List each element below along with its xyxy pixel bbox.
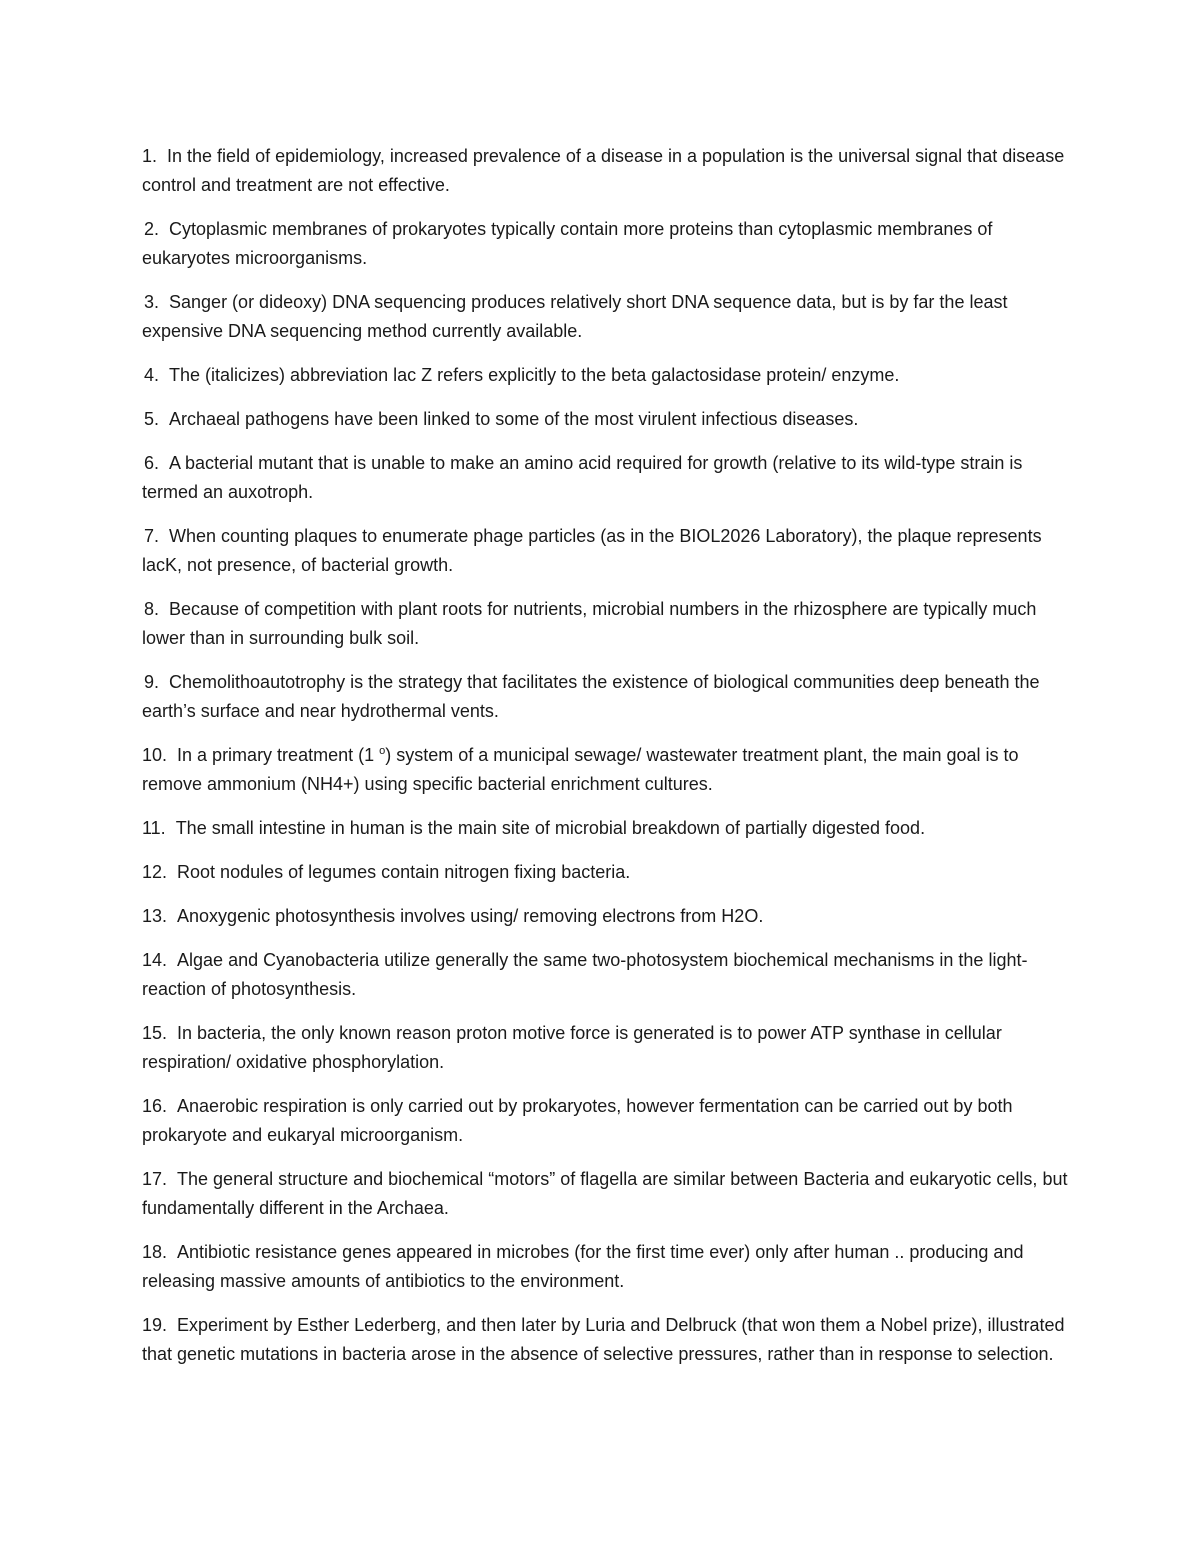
question-number: 18.: [142, 1242, 168, 1262]
question-number: 6.: [144, 453, 160, 473]
question-item: [142, 902, 1072, 931]
question-text: When counting plaques to enumerate phage particles (as in the BIOL2026 Laboratory), the plaque represents lacK, not presence, of bacterial growth.: [142, 526, 1042, 575]
question-number: 19.: [142, 1315, 168, 1335]
question-item: [142, 668, 1072, 726]
question-item: [142, 142, 1072, 200]
question-text: Chemolithoautotrophy is the strategy that facilitates the existence of biological communities deep beneath the earth’s surface and near hydrothermal vents.: [142, 672, 1040, 721]
question-number: 4.: [144, 365, 160, 385]
question-item: [142, 1019, 1072, 1077]
question-item: [142, 858, 1072, 887]
degree-superscript: o: [379, 745, 386, 757]
question-text: [142, 745, 1019, 794]
question-number: 5.: [144, 409, 160, 429]
question-item: [142, 1311, 1072, 1369]
question-text: Root nodules of legumes contain nitrogen fixing bacteria.: [177, 862, 631, 882]
question-text-before: In a primary treatment (1: [177, 745, 380, 765]
question-number: 7.: [144, 526, 160, 546]
question-text: Algae and Cyanobacteria utilize generally the same two-photosystem biochemical mechanisms in the light- reaction of photosynthesis.: [142, 950, 1028, 999]
question-number: 9.: [144, 672, 160, 692]
question-number: 10.: [142, 745, 168, 765]
question-number: 14.: [142, 950, 168, 970]
question-item: [142, 522, 1072, 580]
question-item: [142, 449, 1072, 507]
question-text: In bacteria, the only known reason proton motive force is generated is to power ATP synthase in cellular respiration/ oxidative phosphorylation.: [142, 1023, 1002, 1072]
question-number: 12.: [142, 862, 168, 882]
question-item: [142, 946, 1072, 1004]
question-item: [142, 361, 1072, 390]
question-number: 13.: [142, 906, 168, 926]
question-text: Experiment by Esther Lederberg, and then later by Luria and Delbruck (that won them a Nobel prize), illustrated that genetic mutations in bacteria arose in the absence of selective pressures, rather than in response to selection.: [142, 1315, 1065, 1364]
question-number: 17.: [142, 1169, 168, 1189]
question-number: 8.: [144, 599, 160, 619]
question-item: [142, 1092, 1072, 1150]
question-text: Anoxygenic photosynthesis involves using/ removing electrons from H2O.: [177, 906, 764, 926]
question-item: [142, 1238, 1072, 1296]
question-text: The general structure and biochemical “motors” of flagella are similar between Bacteria and eukaryotic cells, but fundamentally different in the Archaea.: [142, 1169, 1068, 1218]
question-text: The small intestine in human is the main site of microbial breakdown of partially digested food.: [175, 818, 926, 838]
question-text: Archaeal pathogens have been linked to some of the most virulent infectious diseases.: [169, 409, 859, 429]
question-text-after: ) system of a municipal sewage/ wastewater treatment plant, the main goal is to remove ammonium (NH4+) using specific bacterial enrichment cultures.: [142, 745, 1019, 794]
question-item: [142, 215, 1072, 273]
question-text: Cytoplasmic membranes of prokaryotes typically contain more proteins than cytoplasmic membranes of eukaryotes microorganisms.: [142, 219, 993, 268]
question-item: [142, 741, 1072, 799]
question-text: Anaerobic respiration is only carried out by prokaryotes, however fermentation can be carried out by both prokaryote and eukaryal microorganism.: [142, 1096, 1013, 1145]
question-text: Antibiotic resistance genes appeared in microbes (for the first time ever) only after human .. producing and releasing massive amounts of antibiotics to the environment.: [142, 1242, 1024, 1291]
question-text: In the field of epidemiology, increased prevalence of a disease in a population is the universal signal that disease control and treatment are not effective.: [142, 146, 1065, 195]
question-item: [142, 595, 1072, 653]
question-item: [142, 1165, 1072, 1223]
question-item: [142, 814, 1072, 843]
question-number: 2.: [144, 219, 160, 239]
question-text: Sanger (or dideoxy) DNA sequencing produces relatively short DNA sequence data, but is by far the least expensive DNA sequencing method currently available.: [142, 292, 1008, 341]
question-list: [142, 142, 1072, 1384]
question-number: 11.: [142, 818, 166, 838]
question-number: 3.: [144, 292, 160, 312]
question-text: The (italicizes) abbreviation lac Z refers explicitly to the beta galactosidase protein/ enzyme.: [169, 365, 900, 385]
question-number: 1.: [142, 146, 158, 166]
question-text: A bacterial mutant that is unable to make an amino acid required for growth (relative to its wild-type strain is termed an auxotroph.: [142, 453, 1023, 502]
question-number: 16.: [142, 1096, 168, 1116]
question-text: Because of competition with plant roots for nutrients, microbial numbers in the rhizosphere are typically much lower than in surrounding bulk soil.: [142, 599, 1037, 648]
question-item: [142, 288, 1072, 346]
question-number: 15.: [142, 1023, 168, 1043]
question-item: [142, 405, 1072, 434]
